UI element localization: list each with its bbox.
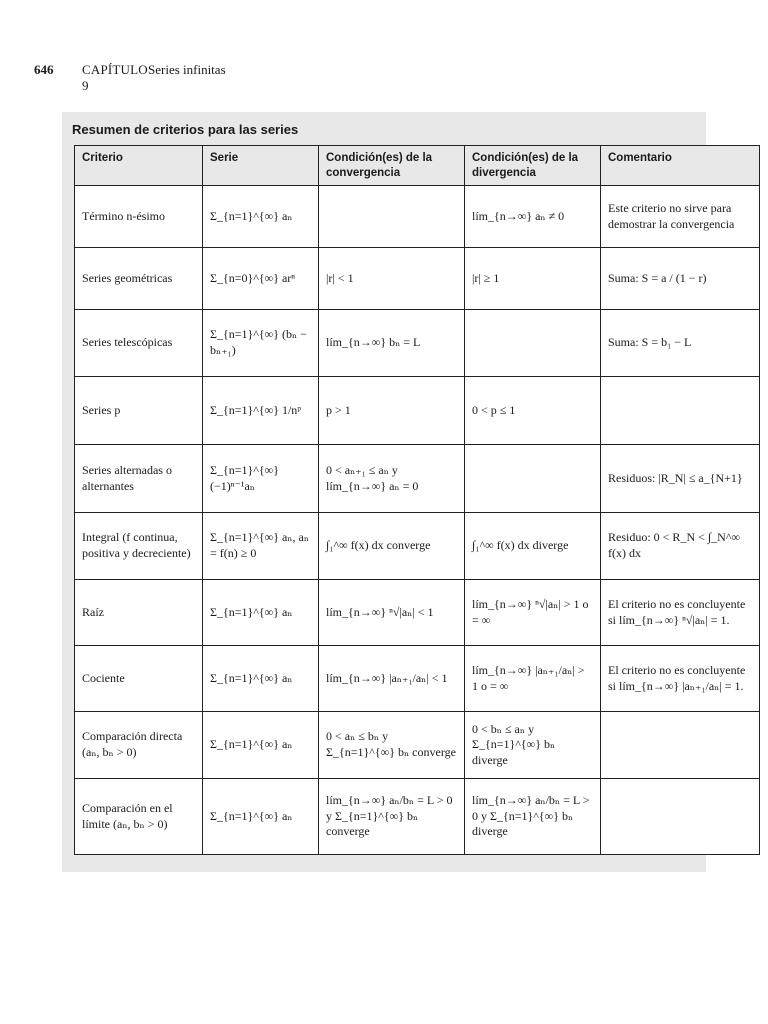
table-body: [75, 186, 760, 855]
chapter-label: CAPÍTULO 9: [82, 62, 148, 93]
convergence-cell: ∫₁^∞ f(x) dx converge: [319, 513, 465, 580]
comment-cell: [601, 779, 760, 855]
comment-cell: Residuos: |R_N| ≤ a_{N+1}: [601, 445, 760, 513]
criterio-cell: Raíz: [75, 580, 203, 646]
convergence-cell: lím_{n→∞} ⁿ√|aₙ| < 1: [319, 580, 465, 646]
serie-cell: Σ_{n=0}^{∞} arⁿ: [203, 248, 319, 310]
serie-cell: Σ_{n=1}^{∞} aₙ, aₙ = f(n) ≥ 0: [203, 513, 319, 580]
table-row: [75, 445, 760, 513]
comment-cell: [601, 377, 760, 445]
divergence-cell: [465, 445, 601, 513]
criterio-cell: Comparación directa (aₙ, bₙ > 0): [75, 712, 203, 779]
convergence-cell: |r| < 1: [319, 248, 465, 310]
page-header: [34, 62, 226, 94]
divergence-cell: [465, 310, 601, 377]
criterio-cell: Integral (f continua, positiva y decreciente): [75, 513, 203, 580]
serie-cell: Σ_{n=1}^{∞} aₙ: [203, 580, 319, 646]
comment-cell: Suma: S = a / (1 − r): [601, 248, 760, 310]
divergence-cell: lím_{n→∞} aₙ/bₙ = L > 0 y Σ_{n=1}^{∞} bₙ diverge: [465, 779, 601, 855]
serie-cell: Σ_{n=1}^{∞} aₙ: [203, 646, 319, 712]
criterio-cell: Series alternadas o alternantes: [75, 445, 203, 513]
page-number: 646: [34, 62, 54, 77]
serie-cell: Σ_{n=1}^{∞} aₙ: [203, 712, 319, 779]
comment-cell: El criterio no es concluyente si lím_{n→∞} ⁿ√|aₙ| = 1.: [601, 580, 760, 646]
convergence-cell: 0 < aₙ ≤ bₙ y Σ_{n=1}^{∞} bₙ converge: [319, 712, 465, 779]
chapter-title: Series infinitas: [148, 62, 226, 77]
divergence-cell: 0 < bₙ ≤ aₙ y Σ_{n=1}^{∞} bₙ diverge: [465, 712, 601, 779]
convergence-cell: p > 1: [319, 377, 465, 445]
criterio-cell: Series geométricas: [75, 248, 203, 310]
comment-cell: El criterio no es concluyente si lím_{n→∞} |aₙ₊₁/aₙ| = 1.: [601, 646, 760, 712]
criterio-cell: Término n-ésimo: [75, 186, 203, 248]
table-row: [75, 186, 760, 248]
table-row: [75, 513, 760, 580]
criteria-table: [74, 145, 760, 855]
convergence-cell: [319, 186, 465, 248]
serie-cell: Σ_{n=1}^{∞} aₙ: [203, 186, 319, 248]
table-row: [75, 248, 760, 310]
convergence-cell: 0 < aₙ₊₁ ≤ aₙ y lím_{n→∞} aₙ = 0: [319, 445, 465, 513]
column-header: Criterio: [75, 146, 203, 186]
panel-title: Resumen de criterios para las series: [72, 122, 299, 137]
column-header: Serie: [203, 146, 319, 186]
divergence-cell: lím_{n→∞} aₙ ≠ 0: [465, 186, 601, 248]
divergence-cell: |r| ≥ 1: [465, 248, 601, 310]
convergence-cell: lím_{n→∞} aₙ/bₙ = L > 0 y Σ_{n=1}^{∞} bₙ converge: [319, 779, 465, 855]
convergence-cell: lím_{n→∞} |aₙ₊₁/aₙ| < 1: [319, 646, 465, 712]
table-row: [75, 779, 760, 855]
column-header: Condición(es) de la convergencia: [319, 146, 465, 186]
table-row: [75, 580, 760, 646]
convergence-cell: lím_{n→∞} bₙ = L: [319, 310, 465, 377]
divergence-cell: lím_{n→∞} ⁿ√|aₙ| > 1 o = ∞: [465, 580, 601, 646]
criterio-cell: Series telescópicas: [75, 310, 203, 377]
serie-cell: Σ_{n=1}^{∞} aₙ: [203, 779, 319, 855]
column-header: Condición(es) de la divergencia: [465, 146, 601, 186]
comment-cell: Residuo: 0 < R_N < ∫_N^∞ f(x) dx: [601, 513, 760, 580]
comment-cell: Suma: S = b₁ − L: [601, 310, 760, 377]
table-header-row: [75, 146, 760, 186]
table-row: [75, 712, 760, 779]
comment-cell: Este criterio no sirve para demostrar la convergencia: [601, 186, 760, 248]
criterio-cell: Cociente: [75, 646, 203, 712]
criterio-cell: Series p: [75, 377, 203, 445]
table-row: [75, 377, 760, 445]
divergence-cell: 0 < p ≤ 1: [465, 377, 601, 445]
criterio-cell: Comparación en el límite (aₙ, bₙ > 0): [75, 779, 203, 855]
table-row: [75, 310, 760, 377]
table-row: [75, 646, 760, 712]
divergence-cell: ∫₁^∞ f(x) dx diverge: [465, 513, 601, 580]
column-header: Comentario: [601, 146, 760, 186]
serie-cell: Σ_{n=1}^{∞} (bₙ − bₙ₊₁): [203, 310, 319, 377]
serie-cell: Σ_{n=1}^{∞} (−1)ⁿ⁻¹aₙ: [203, 445, 319, 513]
serie-cell: Σ_{n=1}^{∞} 1/nᵖ: [203, 377, 319, 445]
divergence-cell: lím_{n→∞} |aₙ₊₁/aₙ| > 1 o = ∞: [465, 646, 601, 712]
comment-cell: [601, 712, 760, 779]
